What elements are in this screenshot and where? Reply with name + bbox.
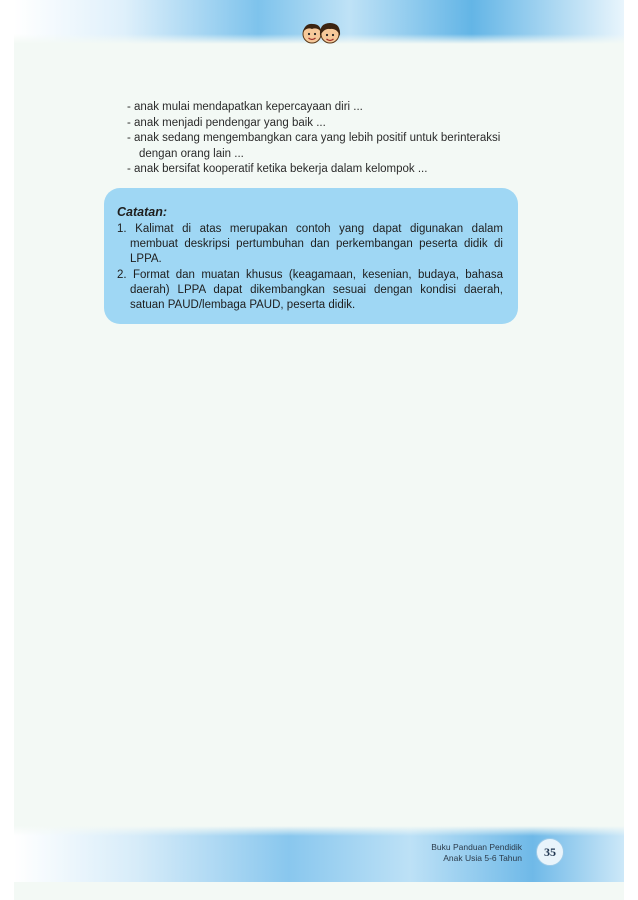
note-item: 1. Kalimat di atas merupakan contoh yang dapat digunakan dalam membuat deskripsi pertumbuhan dan perkembangan peserta didik di LPPA. bbox=[117, 223, 503, 266]
note-item: 2. Format dan muatan khusus (keagamaan, kesenian, budaya, bahasa daerah) LPPA dapat dikembangkan sesuai dengan kondisi daerah, satuan PAUD/lembaga PAUD, peserta didik. bbox=[117, 268, 503, 312]
book-title bbox=[400, 842, 522, 864]
book-title-line: Anak Usia 5-6 Tahun bbox=[443, 853, 522, 863]
page-number: 35 bbox=[536, 838, 564, 866]
note-list bbox=[117, 222, 503, 313]
note-title: Catatan: bbox=[117, 205, 168, 219]
bullet-item: - anak mulai mendapatkan kepercayaan diri ... bbox=[127, 101, 363, 113]
footer-band bbox=[14, 826, 624, 882]
bullet-list bbox=[127, 100, 507, 178]
book-title-line: Buku Panduan Pendidik bbox=[431, 842, 522, 852]
kids-faces-icon bbox=[299, 20, 343, 46]
bullet-item: - anak bersifat kooperatif ketika bekerja dalam kelompok ... bbox=[127, 163, 428, 175]
bullet-item: - anak sedang mengembangkan cara yang lebih positif untuk berinteraksi dengan orang lain ... bbox=[127, 132, 501, 160]
bullet-item: - anak menjadi pendengar yang baik ... bbox=[127, 116, 326, 129]
